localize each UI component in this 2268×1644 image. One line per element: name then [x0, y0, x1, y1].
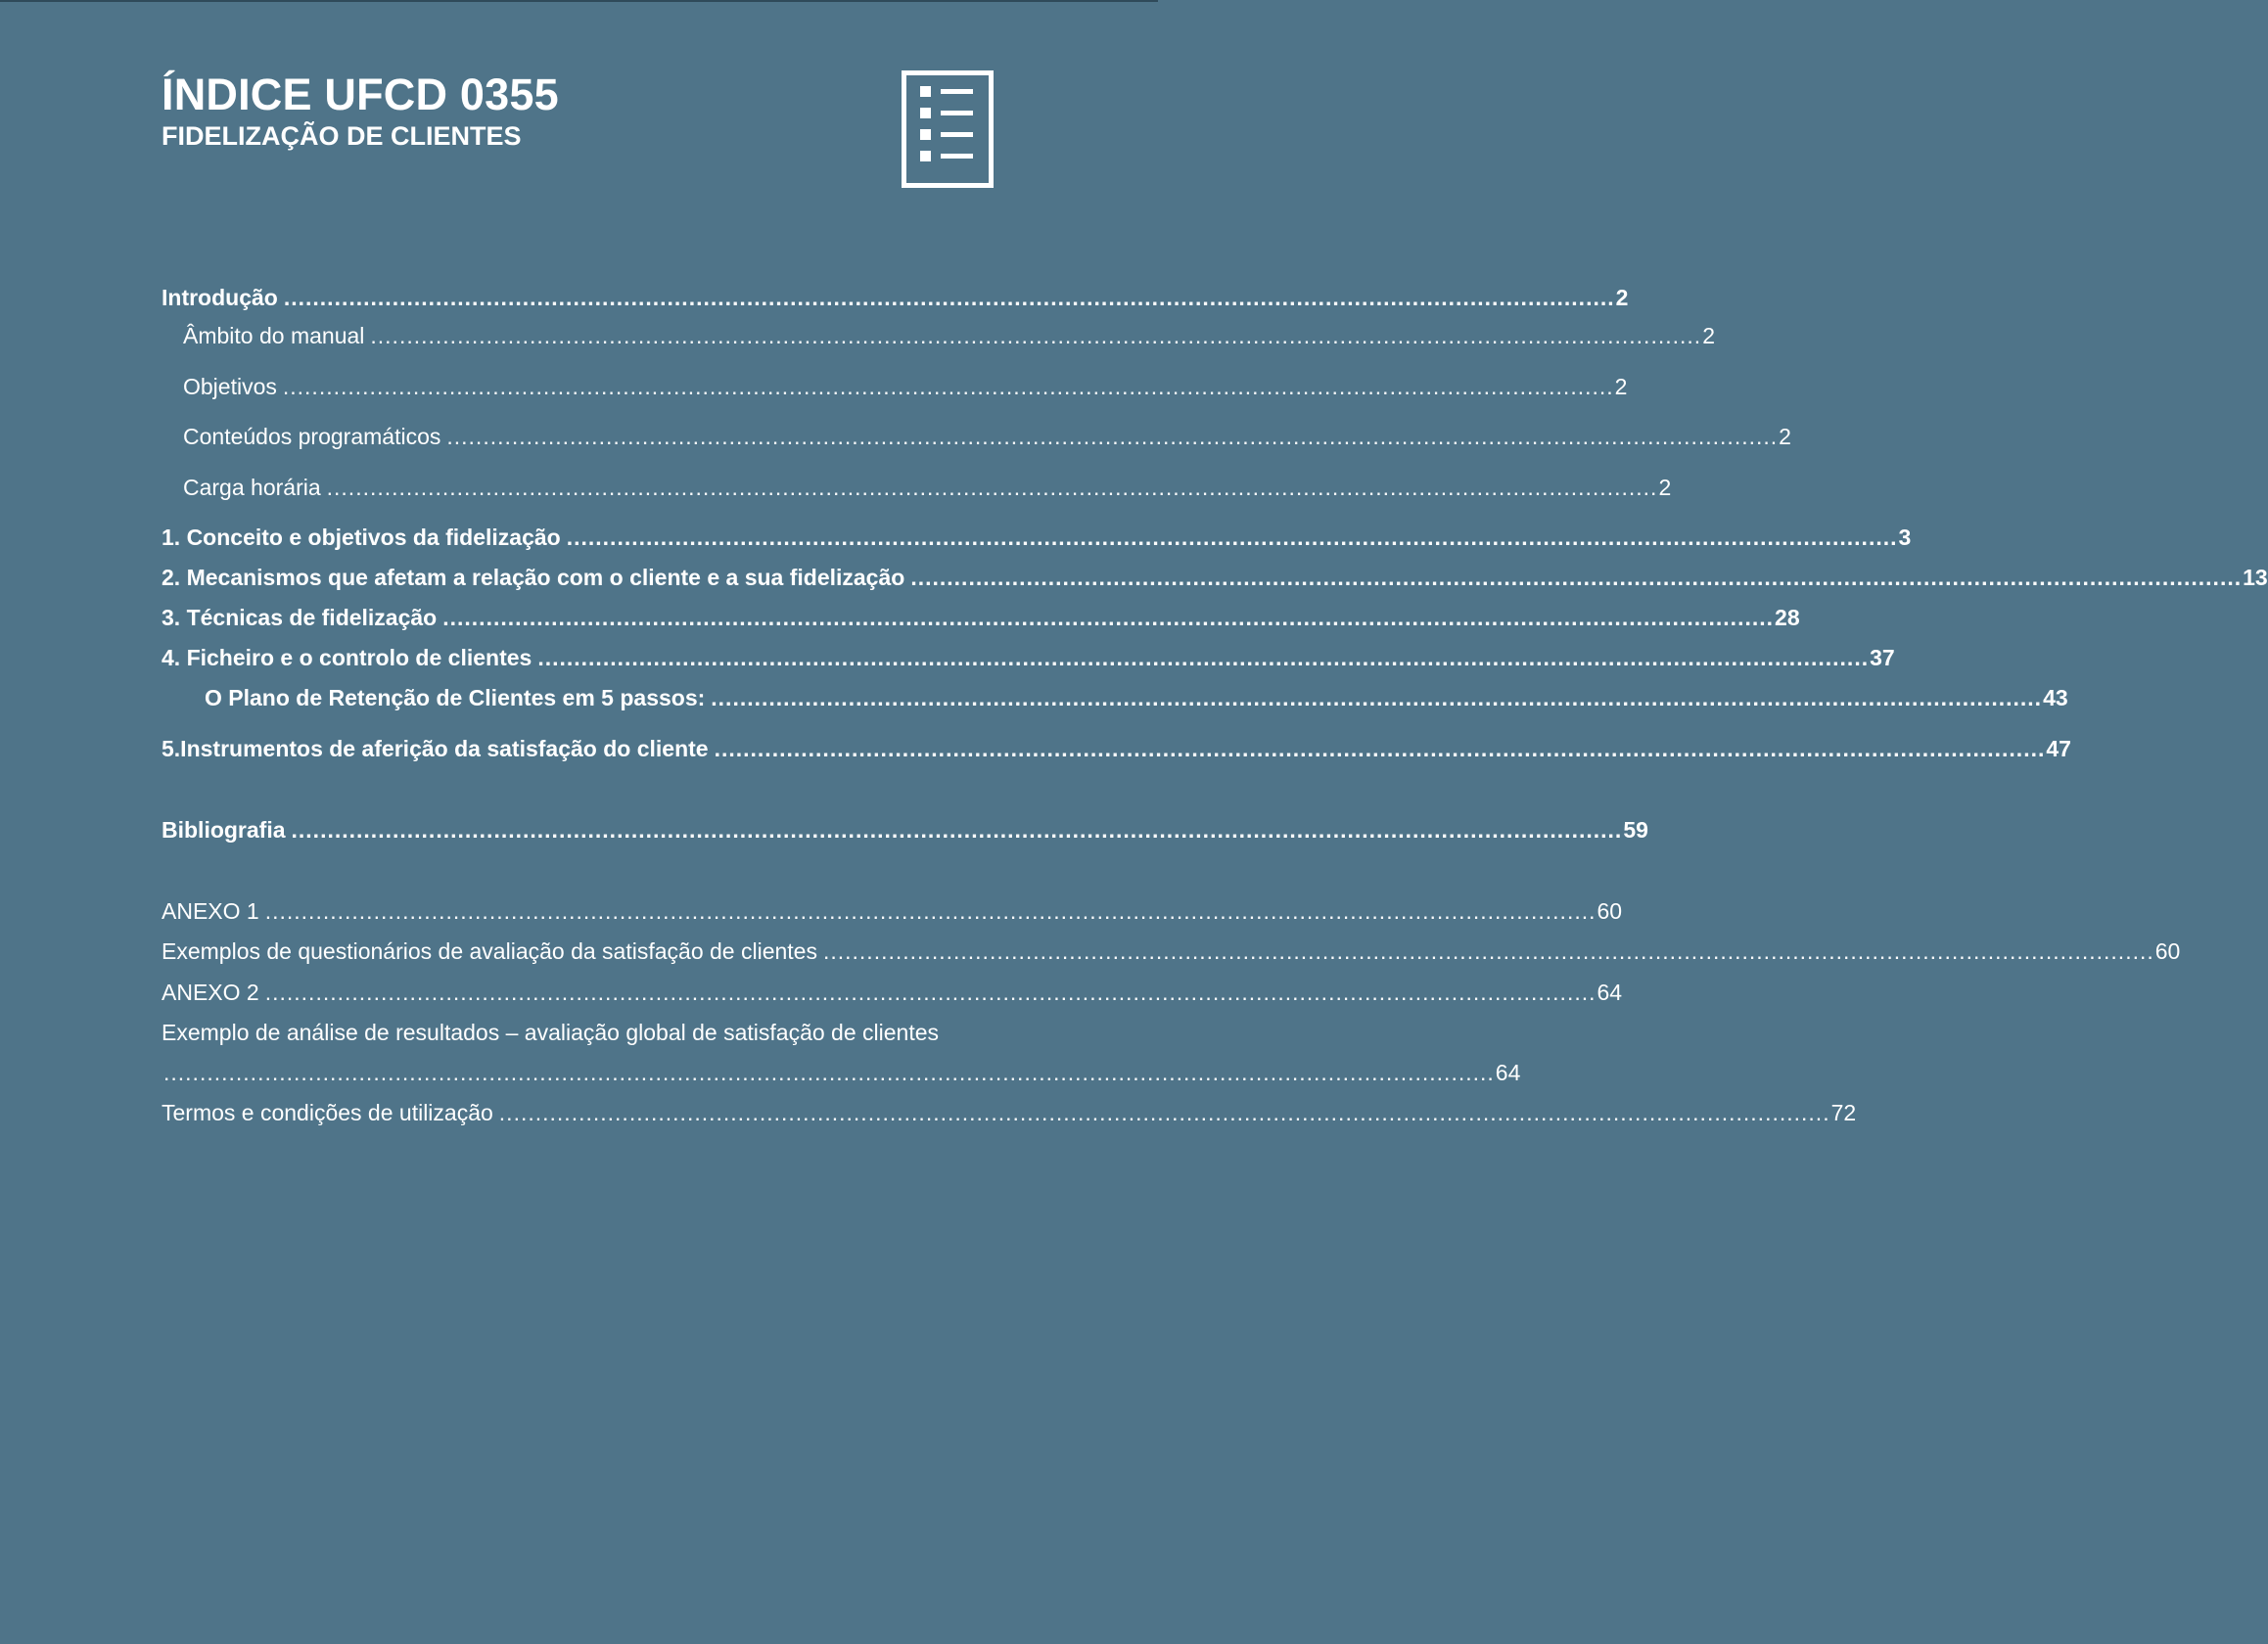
toc-entry-anexo-2[interactable]: [162, 978, 1623, 1007]
toc-entry-section-1[interactable]: [162, 523, 1912, 552]
toc-entry-bibliografia[interactable]: [162, 815, 1648, 845]
document-header: [162, 70, 559, 152]
toc-entry-page: 64: [1597, 980, 1623, 1005]
toc-entry-anexo-1[interactable]: [162, 896, 1623, 926]
toc-entry-section-4[interactable]: [162, 643, 1895, 672]
toc-leader-dots: ........................................................................................................................................................................................: [264, 980, 1597, 1005]
toc-leader-dots: ........................................................................................................................................................................................: [714, 736, 2046, 761]
toc-leader-dots: ........................................................................................................................................................................................: [163, 1060, 1495, 1085]
toc-entry-label: 5.Instrumentos de aferição da satisfação do cliente: [162, 736, 709, 761]
toc-leader-dots: ........................................................................................................................................................................................: [822, 938, 2154, 964]
toc-entry-page: 59: [1623, 817, 1648, 843]
toc-leader-dots: ........................................................................................................................................................................................: [711, 685, 2043, 710]
toc-entry-page: 2: [1658, 475, 1672, 500]
toc-entry-page: 60: [1597, 898, 1623, 924]
toc-entry-label: Conteúdos programáticos: [183, 424, 441, 449]
toc-entry-conteudos[interactable]: [183, 422, 1791, 451]
index-subtitle: FIDELIZAÇÃO DE CLIENTES: [162, 121, 522, 151]
toc-entry-label: Bibliografia: [162, 817, 286, 843]
toc-entry-label: ANEXO 2: [162, 980, 259, 1005]
top-border-line: [0, 0, 1158, 2]
toc-entry-page: 3: [1898, 525, 1912, 550]
toc-entry-page: 60: [2154, 938, 2181, 964]
toc-entry-page: 2: [1615, 285, 1629, 310]
toc-entry-label: O Plano de Retenção de Clientes em 5 passos:: [205, 685, 706, 710]
toc-leader-dots: ........................................................................................................................................................................................: [264, 898, 1597, 924]
toc-entry-termos[interactable]: [162, 1098, 1857, 1127]
toc-entry-ambito[interactable]: [183, 321, 1715, 350]
toc-entry-label: Âmbito do manual: [183, 323, 365, 348]
toc-entry-page: 72: [1830, 1100, 1857, 1125]
toc-entry-label: Introdução: [162, 285, 278, 310]
toc-entry-label: Termos e condições de utilização: [162, 1100, 493, 1125]
toc-entry-page: 2: [1779, 424, 1791, 449]
toc-entry-exemplos-questionarios[interactable]: [162, 936, 2181, 966]
toc-entry-page: 37: [1870, 645, 1895, 670]
toc-leader-dots: ........................................................................................................................................................................................: [498, 1100, 1830, 1125]
toc-leader-dots: ........................................................................................................................................................................................: [326, 475, 1658, 500]
toc-entry-carga-horaria[interactable]: [183, 473, 1672, 502]
toc-entry-page: 28: [1775, 605, 1800, 630]
toc-entry-label: Objetivos: [183, 374, 277, 399]
toc-entry-label: 2. Mecanismos que afetam a relação com o cliente e a sua fidelização: [162, 565, 905, 590]
toc-leader-dots: ........................................................................................................................................................................................: [446, 424, 1779, 449]
toc-leader-dots: ........................................................................................................................................................................................: [370, 323, 1702, 348]
toc-entry-label: Carga horária: [183, 475, 321, 500]
toc-entry-page: 47: [2046, 736, 2071, 761]
toc-entry-page: 64: [1495, 1060, 1521, 1085]
toc-entry-label: ANEXO 1: [162, 898, 259, 924]
toc-entry-section-5[interactable]: [162, 734, 2071, 763]
index-title: ÍNDICE UFCD 0355: [162, 69, 559, 119]
toc-entry-page: 43: [2043, 685, 2068, 710]
toc-leader-dots: ........................................................................................................................................................................................: [537, 645, 1870, 670]
toc-entry-plano-retencao[interactable]: [205, 683, 2068, 712]
toc-entry-page: 2: [1702, 323, 1715, 348]
toc-leader-dots: ........................................................................................................................................................................................: [291, 817, 1623, 843]
toc-entry-page: 13: [2243, 565, 2268, 590]
toc-entry-exemplo-analise[interactable]: [162, 1058, 1521, 1087]
toc-entry-page: 2: [1614, 374, 1628, 399]
toc-leader-dots: ........................................................................................................................................................................................: [282, 374, 1614, 399]
toc-leader-dots: ........................................................................................................................................................................................: [910, 565, 2243, 590]
toc-entry-label: 3. Técnicas de fidelização: [162, 605, 438, 630]
toc-leader-dots: ........................................................................................................................................................................................: [283, 285, 1615, 310]
toc-leader-dots: ........................................................................................................................................................................................: [566, 525, 1898, 550]
toc-entry-section-3[interactable]: [162, 603, 1800, 632]
toc-entry-exemplo-analise-label[interactable]: Exemplo de análise de resultados – avaliação global de satisfação de clientes: [162, 1020, 940, 1045]
toc-entry-label: 4. Ficheiro e o controlo de clientes: [162, 645, 532, 670]
toc-entry-label: Exemplos de questionários de avaliação da satisfação de clientes: [162, 938, 817, 964]
toc-entry-section-2[interactable]: [162, 563, 2268, 592]
toc-entry-label: 1. Conceito e objetivos da fidelização: [162, 525, 561, 550]
toc-entry-objetivos[interactable]: [183, 372, 1628, 401]
list-icon: [902, 70, 994, 188]
toc-entry-introducao[interactable]: [162, 283, 1629, 312]
toc-leader-dots: ........................................................................................................................................................................................: [442, 605, 1775, 630]
